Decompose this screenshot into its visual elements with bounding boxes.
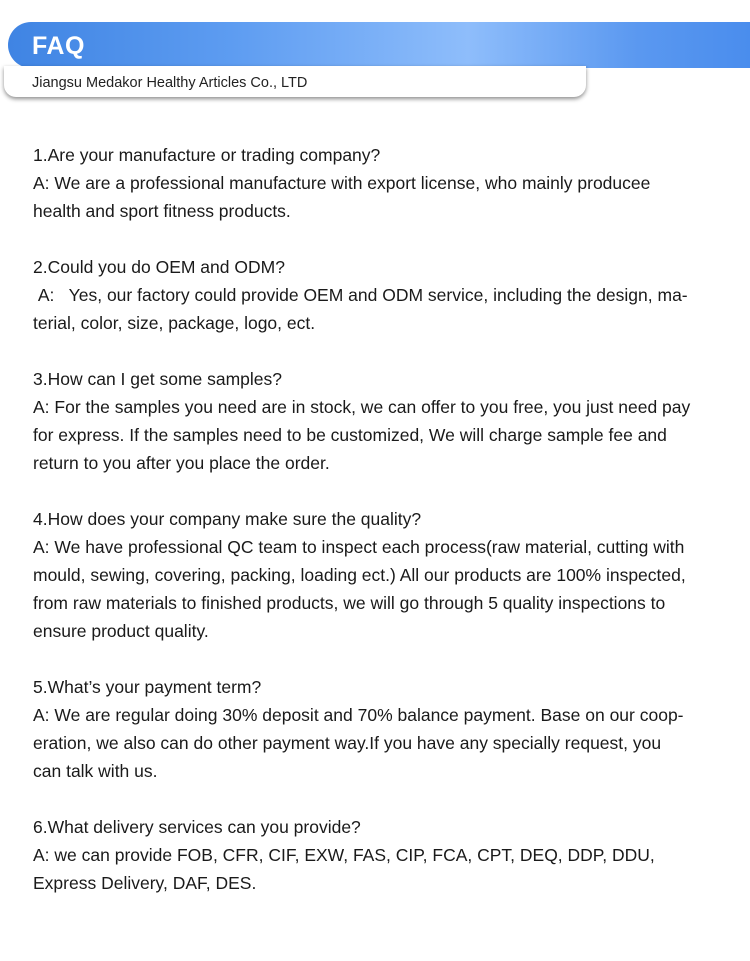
faq-item-3 (33, 365, 723, 477)
faq-list (33, 141, 723, 925)
company-name: Jiangsu Medakor Healthy Articles Co., LTD (32, 75, 308, 91)
faq-question: 5.What’s your payment term? (33, 677, 262, 697)
faq-question: 2.Could you do OEM and ODM? (33, 257, 285, 277)
faq-item-4 (33, 505, 723, 645)
faq-answer: A: We have professional QC team to inspect each process(raw material, cutting with mould, sewing, covering, packing, loading ect.) All our products are 100% inspected, from raw materials to finished products, we will go through 5 quality inspections to ensure product quality. (33, 537, 686, 641)
company-name-tab (4, 66, 586, 97)
faq-answer: A: we can provide FOB, CFR, CIF, EXW, FAS, CIP, FCA, CPT, DEQ, DDP, DDU, Express Delivery, DAF, DES. (33, 845, 655, 893)
faq-answer: A: For the samples you need are in stock, we can offer to you free, you just need pay for express. If the samples need to be customized, We will charge sample fee and return to you after you place the order. (33, 397, 691, 473)
faq-item-6 (33, 813, 723, 897)
faq-answer: A: We are a professional manufacture with export license, who mainly producee health and sport fitness products. (33, 173, 651, 221)
page-title: FAQ (32, 32, 85, 60)
faq-item-1 (33, 141, 723, 225)
faq-question: 1.Are your manufacture or trading company? (33, 145, 381, 165)
faq-item-2 (33, 253, 723, 337)
faq-question: 6.What delivery services can you provide? (33, 817, 361, 837)
faq-question: 3.How can I get some samples? (33, 369, 283, 389)
faq-answer: A: Yes, our factory could provide OEM and ODM service, including the design, ma- terial, color, size, package, logo, ect. (33, 285, 688, 333)
faq-question: 4.How does your company make sure the quality? (33, 509, 422, 529)
faq-item-5 (33, 673, 723, 785)
faq-answer: A: We are regular doing 30% deposit and 70% balance payment. Base on our coop- eration, we also can do other payment way.If you have any specially request, you can talk with us. (33, 705, 684, 781)
faq-header-banner (8, 22, 750, 68)
